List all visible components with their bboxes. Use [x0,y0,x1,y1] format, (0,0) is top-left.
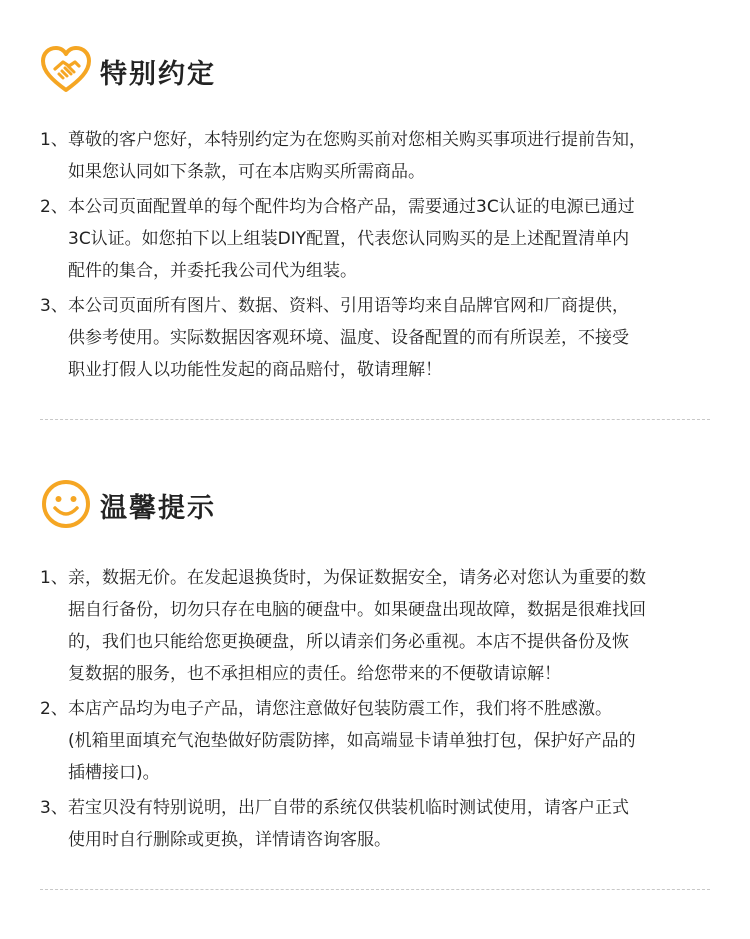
item-number: 3、 [40,798,68,818]
item-text-line: 亲，数据无价。在发起退换货时，为保证数据安全，请务必对您认为重要的数 [68,568,646,588]
item-number: 1、 [40,568,68,588]
section-title: 温馨提示 [100,493,216,524]
item-text-line: (机箱里面填充气泡垫做好防震防摔，如高端显卡请单独打包，保护好产品的 [68,731,636,751]
item-text-line: 若宝贝没有特别说明，出厂自带的系统仅供装机临时测试使用，请客户正式 [68,798,629,818]
list-item [40,124,720,188]
section-header [40,478,640,534]
item-number: 2、 [40,699,68,719]
item-text-line: 据自行备份，切勿只存在电脑的硬盘中。如果硬盘出现故障，数据是很难找回 [68,600,646,620]
item-text-line: 本公司页面所有图片、数据、资料、引用语等均来自品牌官网和厂商提供， [68,296,629,316]
item-text-line: 本公司页面配置单的每个配件均为合格产品，需要通过3C认证的电源已通过 [68,197,635,217]
item-text-line: 使用时自行删除或更换，详情请咨询客服。 [68,830,391,850]
section-title: 特别约定 [100,59,216,90]
handshake-heart-icon [40,44,92,96]
list-item [40,562,720,690]
item-text-line: 的，我们也只能给您更换硬盘，所以请亲们务必重视。本店不提供备份及恢 [68,632,629,652]
item-text-line: 本店产品均为电子产品，请您注意做好包装防震工作，我们将不胜感激。 [68,699,612,719]
item-number: 3、 [40,296,68,316]
item-number: 2、 [40,197,68,217]
list-item [40,191,720,287]
list-item [40,693,720,789]
item-text-line: 插槽接口)。 [68,763,160,783]
agreement-list [40,124,720,389]
list-item [40,290,720,386]
dashed-divider [40,889,710,890]
item-text-line: 尊敬的客户您好，本特别约定为在您购买前对您相关购买事项进行提前告知， [68,130,646,150]
tips-list [40,562,720,859]
section-header [40,44,640,100]
smiley-face-icon [40,478,92,530]
item-text-line: 3C认证。如您拍下以上组装DIY配置，代表您认同购买的是上述配置清单内 [68,229,630,249]
list-item [40,792,720,856]
dashed-divider [40,419,710,420]
item-number: 1、 [40,130,68,150]
item-text-line: 配件的集合，并委托我公司代为组装。 [68,261,357,281]
item-text-line: 如果您认同如下条款，可在本店购买所需商品。 [68,162,425,182]
item-text-line: 复数据的服务，也不承担相应的责任。给您带来的不便敬请谅解！ [68,664,561,684]
item-text-line: 供参考使用。实际数据因客观环境、温度、设备配置的而有所误差，不接受 [68,328,629,348]
item-text-line: 职业打假人以功能性发起的商品赔付，敬请理解！ [68,360,442,380]
